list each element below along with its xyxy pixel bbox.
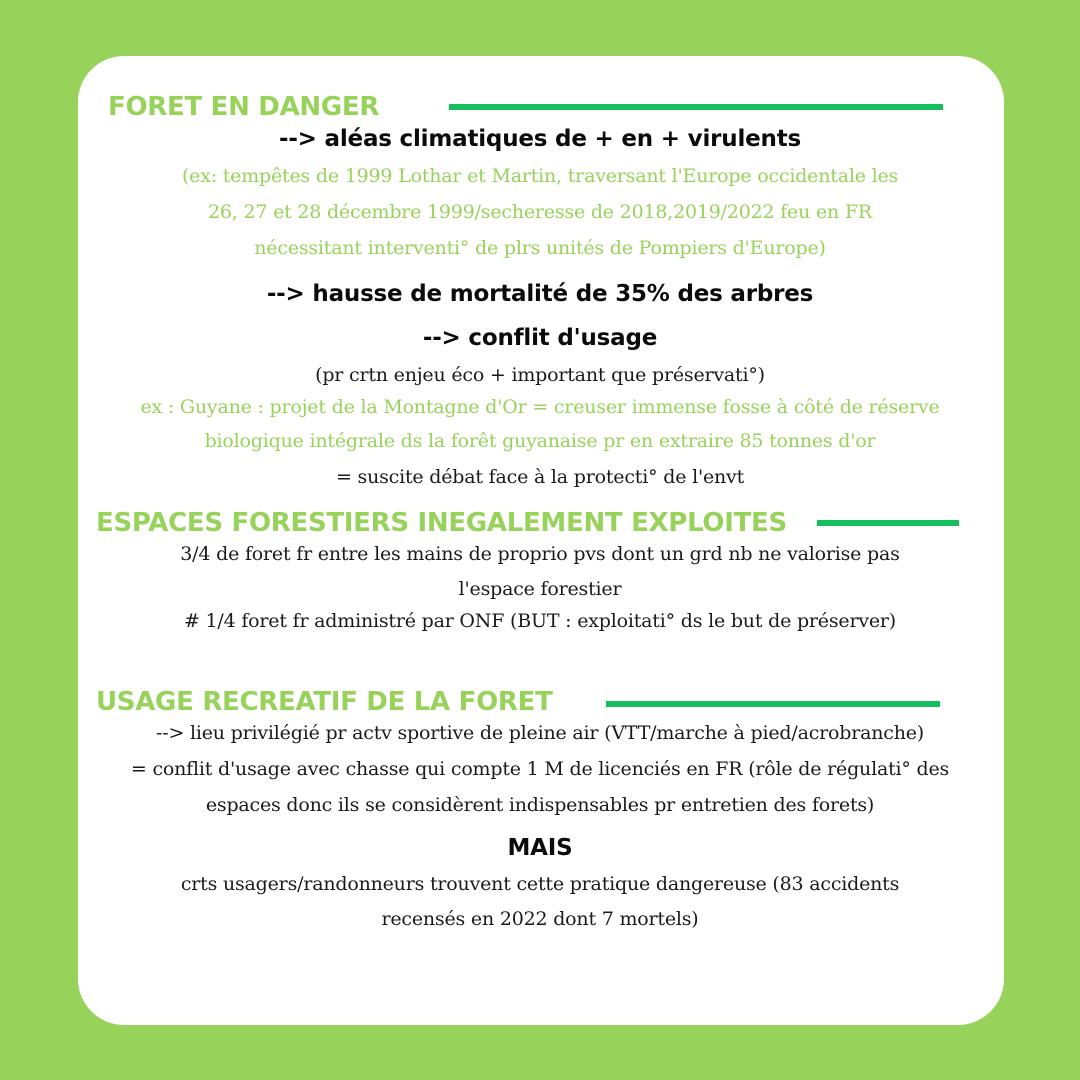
text-line: recensés en 2022 dont 7 mortels)	[381, 908, 699, 930]
text-line: --> lieu privilégié pr actv sportive de pleine air (VTT/marche à pied/acrobranche)	[156, 722, 924, 744]
mais-label: MAIS	[507, 835, 573, 861]
heading-espaces-forestiers: ESPACES FORESTIERS INEGALEMENT EXPLOITES	[96, 508, 787, 538]
example-line: nécessitant interventi° de plrs unités de Pompiers d'Europe)	[254, 237, 826, 259]
text-line: 3/4 de foret fr entre les mains de proprio pvs dont un grd nb ne valorise pas	[180, 543, 900, 565]
text-line: l'espace forestier	[458, 578, 622, 600]
note-line: (pr crtn enjeu éco + important que préservati°)	[315, 364, 765, 386]
text-line: # 1/4 foret fr administré par ONF (BUT : exploitati° ds le but de préserver)	[183, 610, 897, 632]
point-hausse-mortalite: --> hausse de mortalité de 35% des arbres	[266, 281, 814, 307]
heading-rule	[817, 520, 959, 526]
text-line: crts usagers/randonneurs trouvent cette pratique dangereuse (83 accidents	[180, 873, 900, 895]
point-aleas-climatiques: --> aléas climatiques de + en + virulents	[278, 126, 802, 152]
example-line: ex : Guyane : projet de la Montagne d'Or = creuser immense fosse à côté de réserve	[140, 396, 940, 418]
example-line: biologique intégrale ds la forêt guyanaise pr en extraire 85 tonnes d'or	[204, 430, 876, 452]
example-line: (ex: tempêtes de 1999 Lothar et Martin, traversant l'Europe occidentale les	[181, 165, 899, 187]
heading-usage-recreatif: USAGE RECREATIF DE LA FORET	[96, 687, 553, 717]
point-conflit-usage: --> conflit d'usage	[422, 325, 658, 351]
heading-rule	[606, 701, 940, 707]
text-line: = conflit d'usage avec chasse qui compte 1 M de licenciés en FR (rôle de régulati° des	[130, 758, 950, 780]
heading-foret-en-danger: FORET EN DANGER	[108, 92, 380, 122]
conclusion-line: = suscite débat face à la protecti° de l'envt	[335, 466, 745, 488]
example-line: 26, 27 et 28 décembre 1999/secheresse de 2018,2019/2022 feu en FR	[208, 201, 872, 223]
text-line: espaces donc ils se considèrent indispensables pr entretien des forets)	[205, 794, 875, 816]
heading-rule	[449, 104, 943, 110]
